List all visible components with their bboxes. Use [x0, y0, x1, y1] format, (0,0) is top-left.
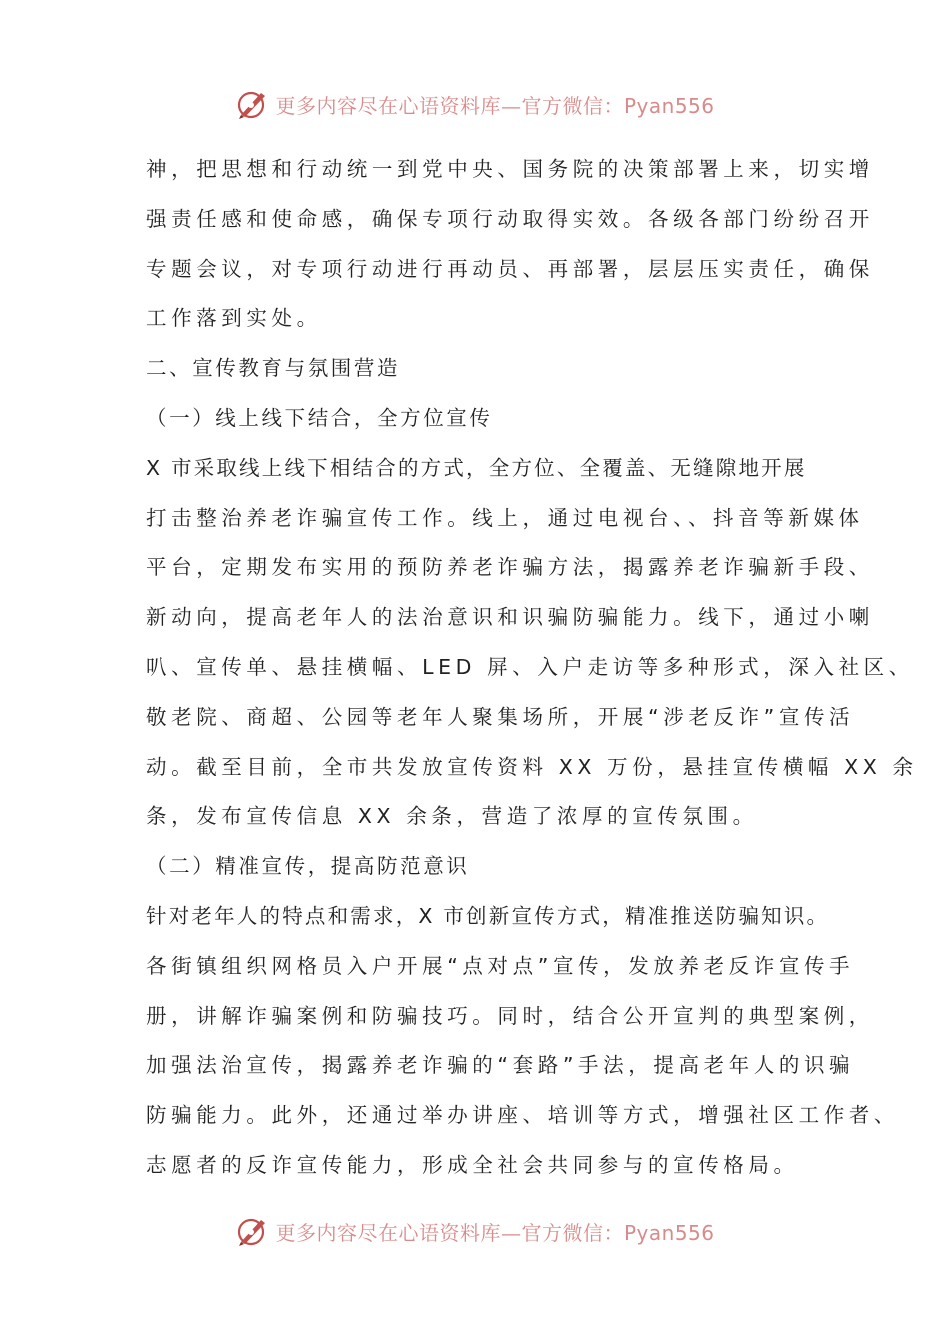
paragraph-line: X 市采取线上线下相结合的方式，全方位、全覆盖、无缝隙地开展: [146, 455, 807, 480]
section-heading: 二、宣传教育与氛围营造: [146, 356, 401, 381]
pen-circle-logo-icon: [235, 87, 269, 121]
watermark-text: 更多内容尽在心语资料库—官方微信：Pyan556: [275, 1220, 715, 1245]
paragraph-line: 加强法治宣传，揭露养老诈骗的“套路”手法，提高老年人的识骗: [146, 1053, 855, 1078]
subsection-heading: （一）线上线下结合，全方位宣传: [146, 405, 493, 430]
watermark-text: 更多内容尽在心语资料库—官方微信：Pyan556: [275, 93, 715, 118]
paragraph-line: 工作落到实处。: [146, 306, 322, 331]
watermark-banner-bottom: [0, 1211, 950, 1251]
paragraph-line: 叭、宣传单、悬挂横幅、LED 屏、入户走访等多种形式，深入社区、: [146, 654, 914, 679]
watermark-banner-inner: [235, 84, 714, 124]
paragraph-line: 专题会议，对专项行动进行再动员、再部署，层层压实责任，确保: [146, 256, 874, 281]
paragraph-line: 打击整治养老诈骗宣传工作。线上，通过电视台、、抖音等新媒体: [146, 505, 864, 530]
paragraph-line: 志愿者的反诈宣传能力，形成全社会共同参与的宣传格局。: [146, 1152, 799, 1177]
subsection-heading: （二）精准宣传，提高防范意识: [146, 854, 470, 879]
paragraph-line: 新动向，提高老年人的法治意识和识骗防骗能力。线下，通过小喇: [146, 605, 874, 630]
paragraph-line: 动。截至目前，全市共发放宣传资料 XX 万份，悬挂宣传横幅 XX 余: [146, 754, 918, 779]
paragraph-line: 强责任感和使命感，确保专项行动取得实效。各级各部门纷纷召开: [146, 206, 874, 231]
watermark-banner-inner: [235, 1211, 714, 1251]
paragraph-line: 神，把思想和行动统一到党中央、国务院的决策部署上来，切实增: [146, 157, 874, 181]
paragraph-line: 防骗能力。此外，还通过举办讲座、培训等方式，增强社区工作者、: [146, 1103, 899, 1128]
document-body: [146, 145, 918, 1191]
paragraph-line: 条，发布宣传信息 XX 余条，营造了浓厚的宣传氛围。: [146, 804, 758, 829]
watermark-banner-top: [0, 84, 950, 124]
paragraph-line: 平台，定期发布实用的预防养老诈骗方法，揭露养老诈骗新手段、: [146, 555, 874, 580]
pen-circle-logo-icon: [235, 1214, 269, 1248]
paragraph-line: 册，讲解诈骗案例和防骗技巧。同时，结合公开宣判的典型案例，: [146, 1003, 874, 1028]
paragraph-line: 各街镇组织网格员入户开展“点对点”宣传，发放养老反诈宣传手: [146, 953, 855, 978]
paragraph-line: 针对老年人的特点和需求，X 市创新宣传方式，精准推送防骗知识。: [146, 903, 830, 928]
paragraph-line: 敬老院、商超、公园等老年人聚集场所，开展“涉老反诈”宣传活: [146, 704, 855, 729]
